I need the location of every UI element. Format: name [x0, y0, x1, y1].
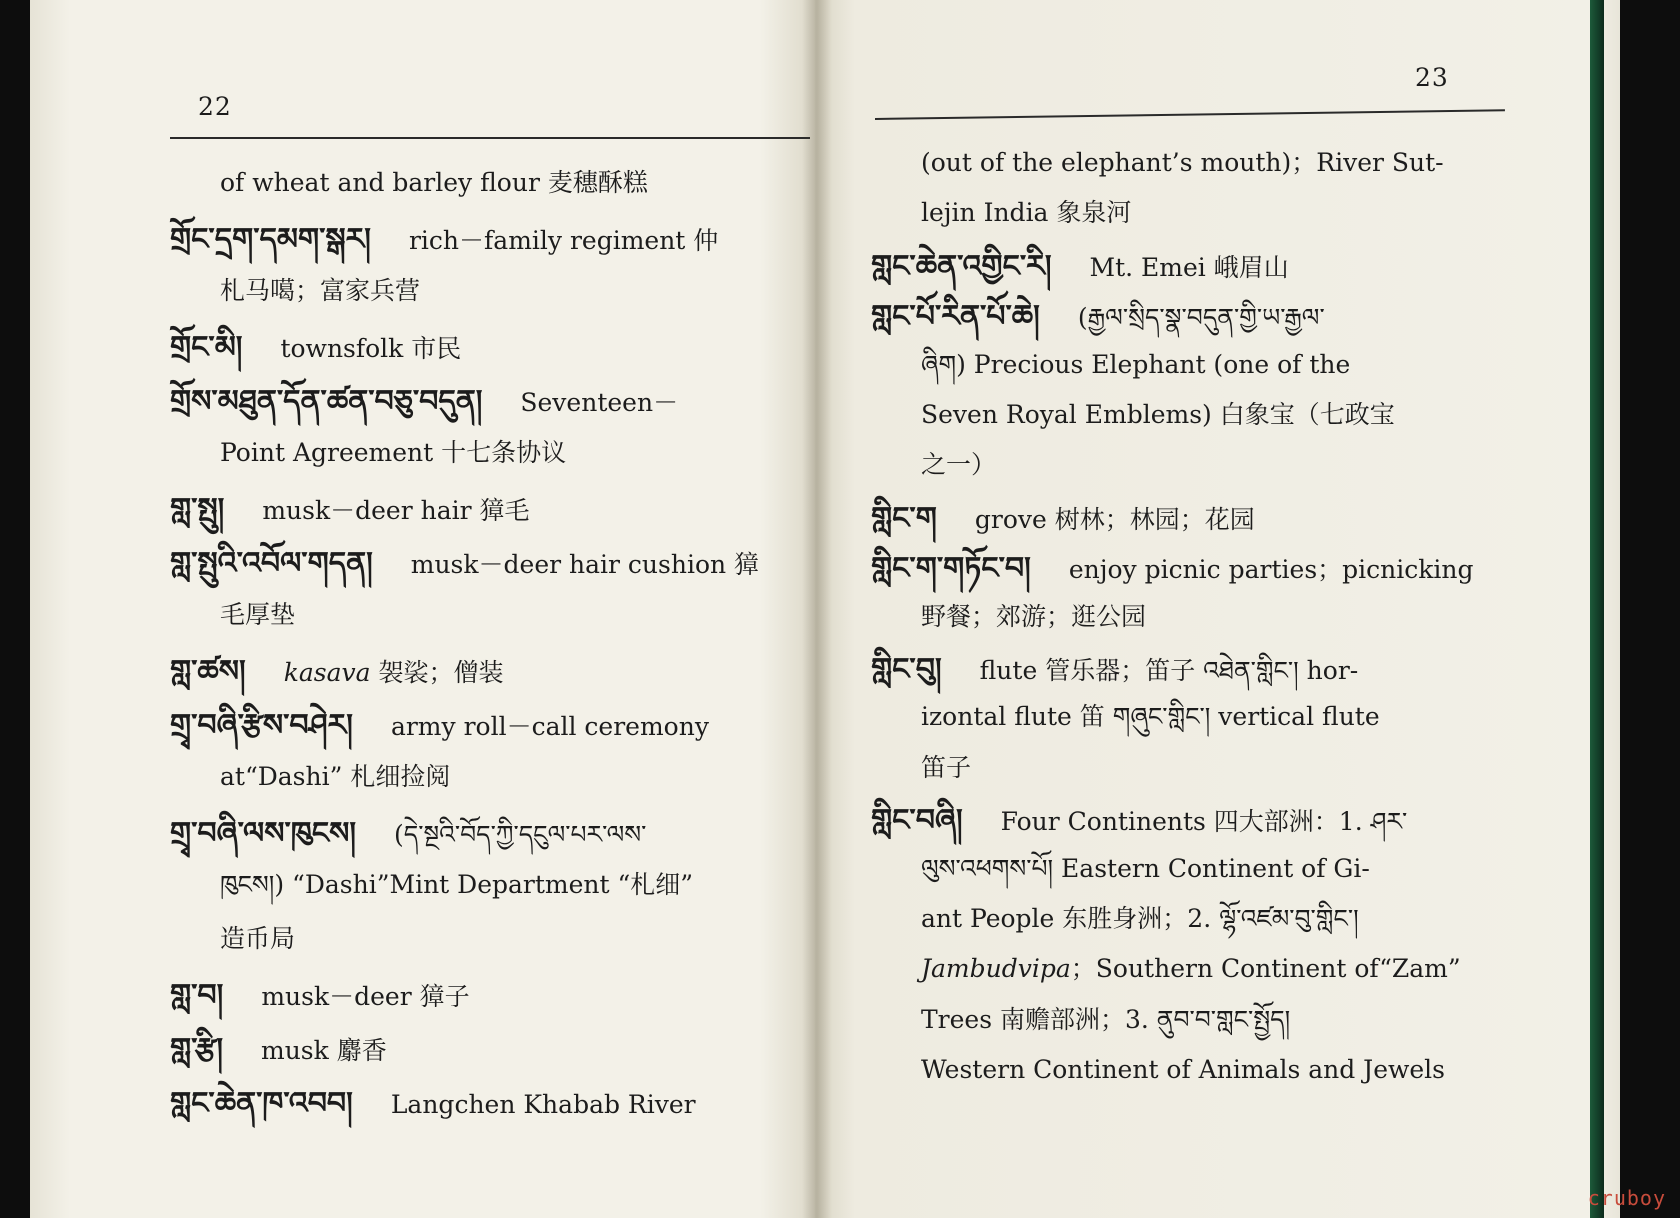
definition-text: army roll－call ceremony [390, 712, 709, 741]
definition-text: Point Agreement 十七条协议 [220, 438, 567, 467]
dictionary-line [871, 299, 1325, 335]
dictionary-line [921, 148, 1444, 178]
definition-text: Trees 南赡部洲；3. ནུབ་བ་གླང་སྤྱོད། [921, 1004, 1291, 1034]
dictionary-line [170, 708, 709, 744]
definition-text: 野餐；郊游；逛公园 [921, 601, 1147, 631]
definition-text: ཞིག) Precious Elephant (one of the [921, 349, 1351, 379]
book-gutter [802, 0, 832, 1218]
dictionary-line [921, 350, 1350, 380]
dictionary-line [170, 816, 646, 852]
dictionary-line [921, 1005, 1290, 1035]
book-cover-edge [1590, 0, 1604, 1218]
definition-text: ；Southern Continent of“Zam” [1070, 954, 1461, 984]
dictionary-line [871, 551, 1474, 587]
definition-text: ལུས་འཕགས་པོ། Eastern Continent of Gi- [921, 853, 1370, 883]
headword-tibetan: གླང་པོ་རིན་པོ་ཆེ། [871, 299, 1040, 335]
headword-tibetan: གྲྭ་བཞི་རྩིས་བཤེར། [170, 708, 353, 743]
definition-text: 毛厚垫 [220, 600, 296, 629]
headword-tibetan: གླིང་བུ། [871, 652, 942, 687]
dictionary-line [170, 1086, 696, 1122]
definition-text: Western Continent of Animals and Jewels [921, 1055, 1446, 1085]
dictionary-line [220, 762, 450, 792]
definition-text: Four Continents 四大部洲：1. ཤར་ [1000, 807, 1408, 837]
definition-text: townsfolk 市民 [280, 334, 462, 363]
headword-tibetan: གྲོང་དྲག་དམག་སྒར། [170, 222, 371, 257]
dictionary-line [170, 1032, 387, 1068]
dictionary-line [220, 870, 693, 900]
dictionary-line [921, 1055, 1445, 1085]
definition-text: Langchen Khabab River [390, 1090, 696, 1119]
headword-tibetan: གླ་ཚས། [170, 654, 246, 689]
headword-tibetan: གླ་སྤུ། [170, 492, 225, 527]
definition-text: 札马噶；富家兵营 [220, 276, 421, 305]
left-page [30, 0, 815, 1218]
italic-term: kasava [283, 658, 371, 687]
dictionary-line [921, 702, 1380, 732]
definition-text: 袈裟；僧装 [370, 658, 504, 687]
definition-text: lejin India 象泉河 [921, 198, 1132, 228]
definition-text: (རྒྱལ་སྲིད་སྣ་བདུན་གྱི་ཡ་རྒྱལ་ [1077, 303, 1325, 333]
headword-tibetan: གྲྭ་བཞི་ལས་ཁུངས། [170, 816, 356, 851]
book-spread [30, 0, 1620, 1218]
italic-term: Jambudvipa [921, 954, 1071, 984]
definition-text: Seven Royal Emblems) 白象宝（七政宝 [921, 400, 1395, 429]
definition-text: musk 麝香 [260, 1036, 387, 1065]
headword-tibetan: གྲོས་མཐུན་དོན་ཚན་བཅུ་བདུན། [170, 384, 483, 419]
dictionary-line [921, 854, 1370, 884]
headword-tibetan: གླང་ཆེན་ཁ་འབབ། [170, 1086, 353, 1121]
dictionary-line [921, 753, 971, 783]
dictionary-line [921, 602, 1146, 632]
definition-text: 笛子 [921, 752, 972, 782]
dictionary-line [220, 924, 295, 954]
dictionary-line [871, 249, 1289, 285]
dictionary-line [170, 978, 470, 1014]
definition-text: musk－deer hair cushion 獐 [410, 550, 760, 579]
dictionary-line [871, 803, 1407, 839]
headword-tibetan: གྲོང་མི། [170, 330, 243, 365]
dictionary-line [871, 652, 1358, 688]
headword-tibetan: གླིང་ག་གཏོང་བ། [871, 551, 1031, 587]
headword-tibetan: གླང་ཆེན་འགྱིང་རི། [871, 248, 1052, 284]
dictionary-line [170, 384, 678, 420]
dictionary-line [220, 438, 566, 468]
dictionary-line [220, 276, 420, 306]
definition-text: izontal flute 笛 གཞུང་གླིང་། vertical flute [921, 702, 1380, 732]
definition-text: Seventeen－ [520, 388, 679, 417]
definition-text: (out of the elephant’s mouth)；River Sut- [921, 148, 1444, 177]
dictionary-line [170, 546, 759, 582]
definition-text: rich－family regiment 仲 [408, 226, 719, 255]
definition-text: 之一） [921, 450, 997, 480]
dictionary-line [921, 450, 996, 480]
watermark: cruboy [1587, 1186, 1666, 1210]
dictionary-line [921, 400, 1395, 430]
page-number: 22 [198, 92, 232, 121]
definition-text: enjoy picnic parties；picnicking [1068, 555, 1474, 585]
dictionary-line [921, 954, 1461, 984]
headword-tibetan: གླ་སྤུའི་འབོལ་གདན། [170, 546, 373, 581]
definition-text: 造币局 [220, 924, 296, 953]
dictionary-line [170, 654, 503, 690]
definition-text: at“Dashi” 札细捡阅 [220, 762, 451, 791]
definition-text: ཁུངས།) “Dashi”Mint Department “札细” [220, 870, 694, 899]
definition-text: Mt. Emei 峨眉山 [1089, 252, 1289, 282]
definition-text: flute 管乐器；笛子 འཐེན་གླིང་། hor- [979, 656, 1359, 685]
dictionary-line [220, 168, 648, 198]
headword-tibetan: གླ་བ། [170, 978, 224, 1013]
definition-text: of wheat and barley flour 麦穗酥糕 [220, 168, 648, 197]
dictionary-line [170, 330, 461, 366]
page-number: 23 [1415, 63, 1449, 92]
definition-text: musk－deer hair 獐毛 [262, 496, 530, 525]
definition-text: grove 树林；林园；花园 [974, 504, 1255, 534]
definition-text: (དེ་སྔའི་བོད་ཀྱི་དངུལ་པར་ལས་ [394, 820, 647, 849]
headword-tibetan: གླ་རྩི། [170, 1032, 223, 1067]
dictionary-line [921, 904, 1359, 934]
definition-text: musk－deer 獐子 [261, 982, 470, 1011]
right-page [815, 0, 1620, 1218]
header-rule [170, 137, 810, 139]
dictionary-line [170, 222, 718, 258]
dictionary-line [170, 492, 530, 528]
header-rule [875, 109, 1505, 120]
definition-text: ant People 东胜身洲；2. ལྷོ་འཛམ་བུ་གླིང་། [921, 904, 1359, 933]
dictionary-line [220, 600, 295, 630]
dictionary-line [871, 501, 1255, 537]
headword-tibetan: གླིང་ག [871, 500, 937, 536]
dictionary-line [921, 198, 1131, 228]
headword-tibetan: གླིང་བཞི། [871, 803, 963, 839]
